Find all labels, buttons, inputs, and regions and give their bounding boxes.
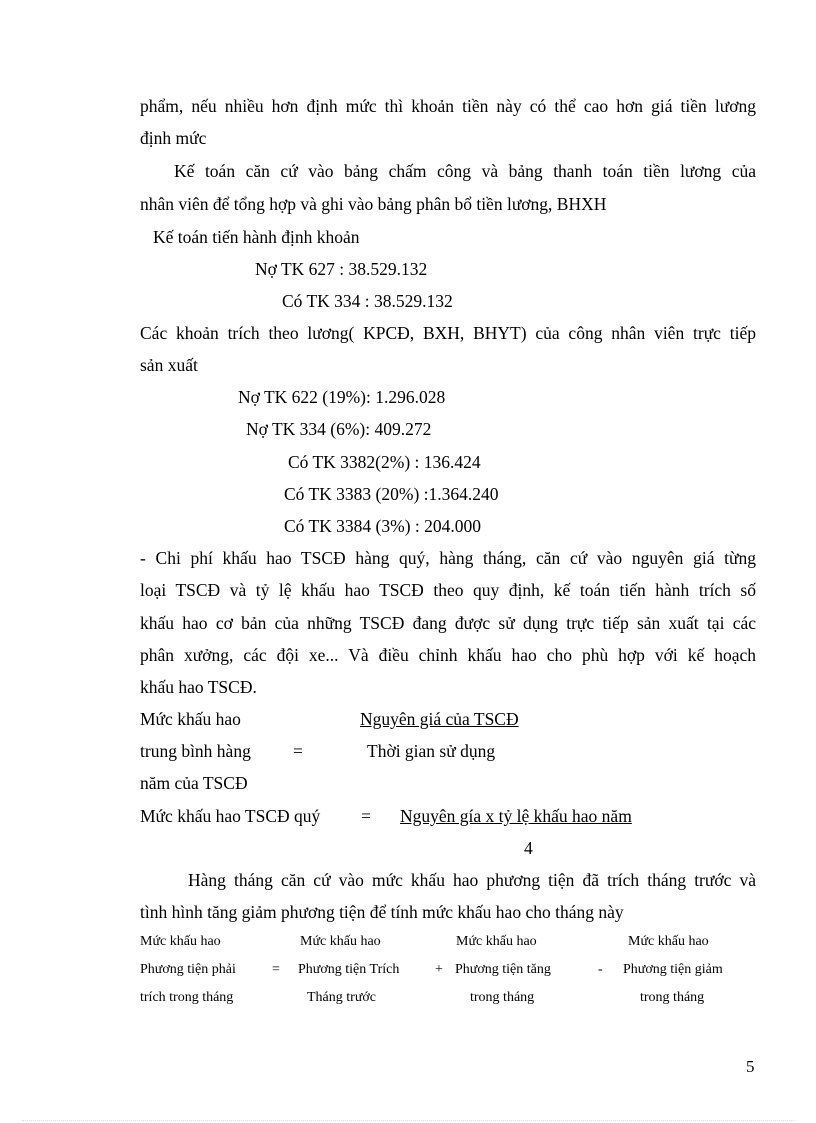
formula3-term3-line2: Phương tiện tăng	[455, 962, 551, 977]
page-number: 5	[746, 1057, 755, 1076]
formula3-op-plus: +	[435, 962, 443, 977]
para4-line5: khấu hao TSCĐ.	[140, 677, 257, 697]
para4-line1: - Chi phí khấu hao TSCĐ hàng quý, hàng tháng, căn cứ vào nguyên giá từng	[140, 548, 756, 568]
para4-line3: khấu hao cơ bản của những TSCĐ đang được sử dụng trực tiếp sản xuất tại các	[140, 613, 756, 633]
formula3-term4-line2: Phương tiện giảm	[623, 962, 723, 977]
formula1-equals: =	[293, 741, 303, 761]
formula2-numerator: Nguyên gía x tỷ lệ khấu hao năm	[400, 806, 632, 826]
entry1-credit: Có TK 334 : 38.529.132	[282, 291, 453, 311]
formula3-term4-line1: Mức khấu hao	[628, 934, 709, 949]
formula3-term3-line3: trong tháng	[470, 990, 535, 1005]
formula1-numerator: Nguyên giá của TSCĐ	[360, 709, 519, 729]
formula3-term2-line1: Mức khấu hao	[300, 934, 381, 949]
para5-line2: tình hình tăng giảm phương tiện để tính mức khấu hao cho tháng này	[140, 902, 624, 922]
para2-line1: Kế toán căn cứ vào bảng chấm công và bảng thanh toán tiền lương của	[174, 161, 756, 181]
formula2-equals: =	[361, 806, 371, 826]
formula3-term1-line2: Phương tiện phải	[140, 962, 236, 977]
entry2-credit1: Có TK 3382(2%) : 136.424	[288, 452, 481, 472]
entry2-credit3: Có TK 3384 (3%) : 204.000	[284, 516, 482, 536]
formula3-term1-line3: trích trong tháng	[140, 990, 234, 1005]
entry1-intro: Kế toán tiến hành định khoản	[153, 227, 360, 247]
para5-line1: Hàng tháng căn cứ vào mức khấu hao phương tiện đã trích tháng trước và	[188, 870, 756, 890]
entry2-credit2: Có TK 3383 (20%) :1.364.240	[284, 484, 499, 504]
formula3-term2-line3: Tháng trước	[307, 990, 377, 1005]
entry2-debit1: Nợ TK 622 (19%): 1.296.028	[238, 387, 446, 407]
page-bottom-divider	[22, 1120, 794, 1121]
formula3-term3-line1: Mức khấu hao	[456, 934, 537, 949]
formula2-lhs: Mức khấu hao TSCĐ quý	[140, 806, 321, 826]
formula2-denominator: 4	[524, 838, 533, 858]
para3-line2: sản xuất	[140, 355, 198, 375]
entry2-debit2: Nợ TK 334 (6%): 409.272	[246, 419, 432, 439]
para4-line4: phân xưởng, các đội xe... Và điều chỉnh khấu hao cho phù hợp với kế hoạch	[140, 645, 756, 665]
para2-line2: nhân viên để tổng hợp và ghi vào bảng phân bổ tiền lương, BHXH	[140, 194, 607, 214]
formula1-lhs-line2: trung bình hàng	[140, 741, 251, 761]
formula3-op-equals: =	[272, 962, 280, 977]
para3-line1: Các khoản trích theo lương( KPCĐ, BXH, BHYT) của công nhân viên trực tiếp	[140, 323, 756, 343]
para1-line1: phẩm, nếu nhiều hơn định mức thì khoản tiền này có thể cao hơn giá tiền lương	[140, 96, 756, 116]
formula3-op-minus: -	[598, 962, 603, 977]
formula3-term4-line3: trong tháng	[640, 990, 705, 1005]
formula1-denominator: Thời gian sử dụng	[367, 741, 496, 761]
formula1-lhs-line3: năm của TSCĐ	[140, 773, 248, 793]
formula3-term2-line2: Phương tiện Trích	[298, 962, 400, 977]
entry1-debit: Nợ TK 627 : 38.529.132	[255, 259, 428, 279]
formula1-lhs-line1: Mức khấu hao	[140, 709, 241, 729]
para4-line2: loại TSCĐ và tỷ lệ khấu hao TSCĐ theo quy định, kế toán tiến hành trích số	[140, 580, 756, 600]
formula3-term1-line1: Mức khấu hao	[140, 934, 221, 949]
para1-line2: định mức	[140, 128, 207, 148]
